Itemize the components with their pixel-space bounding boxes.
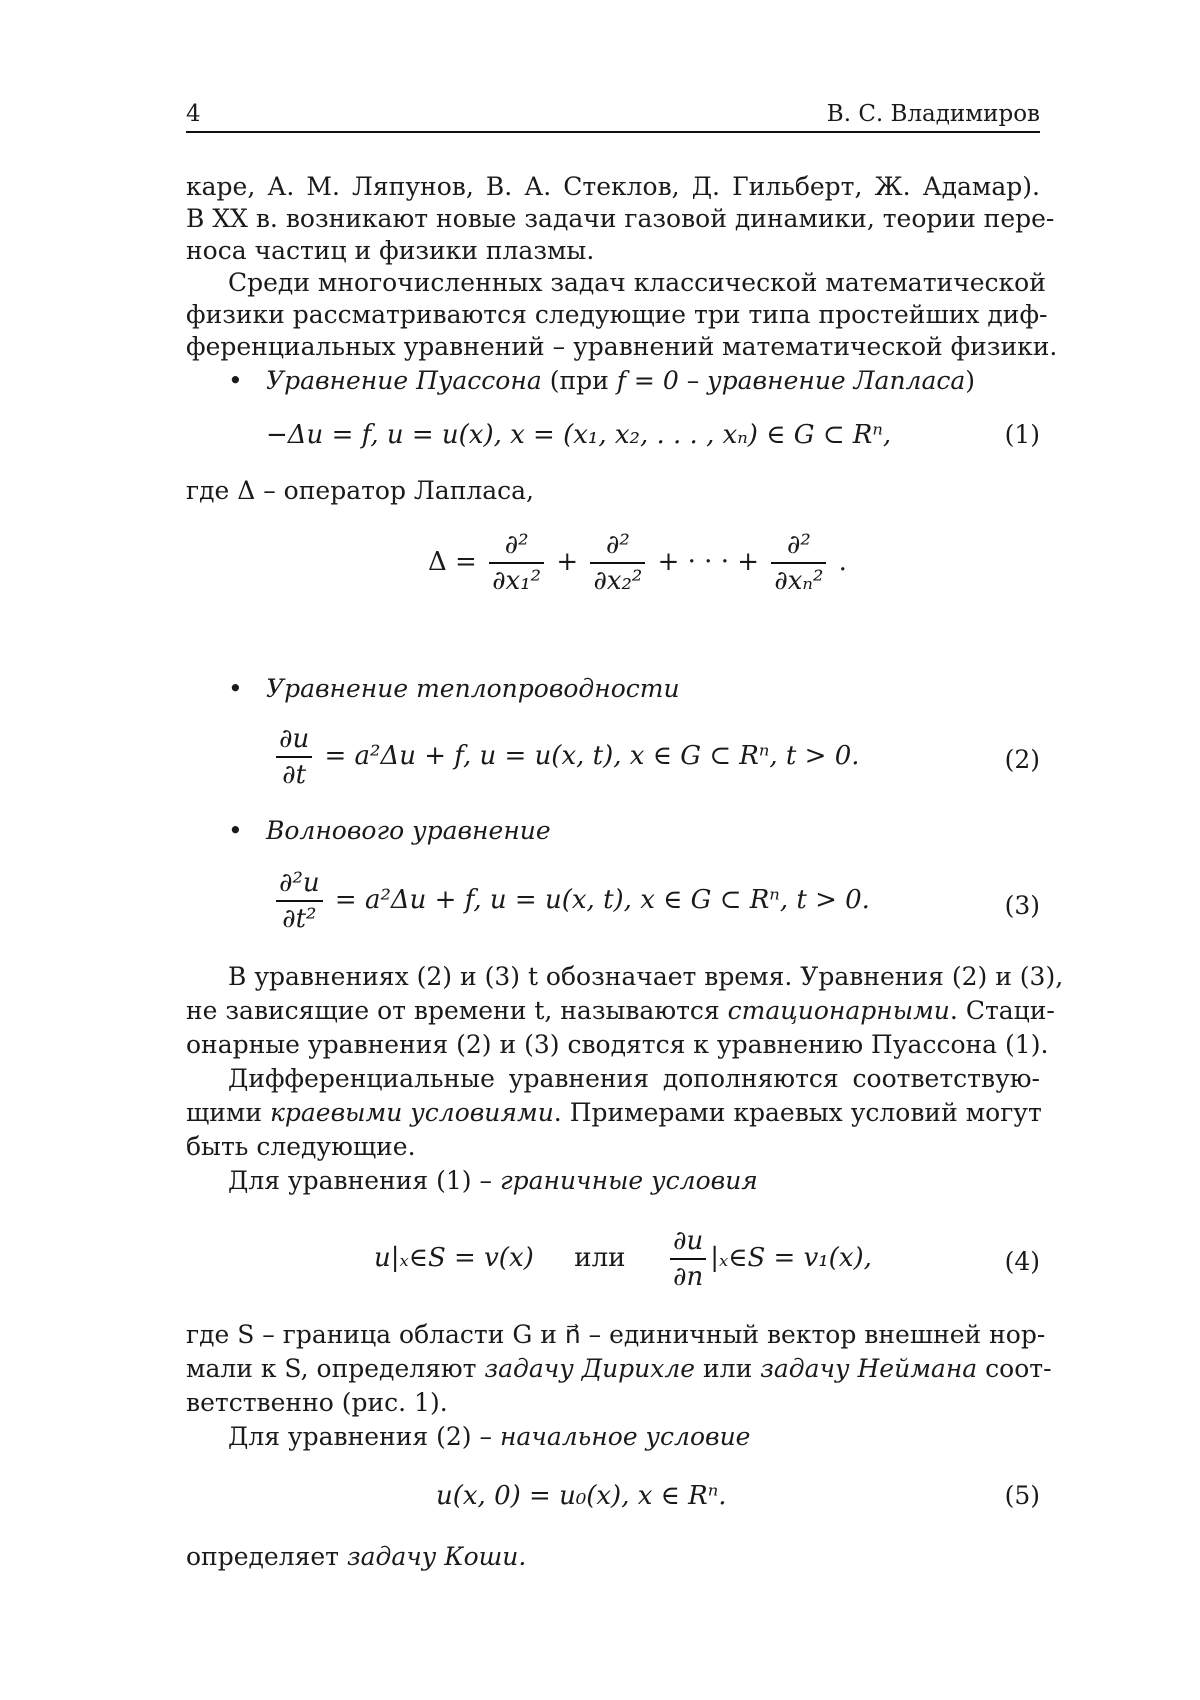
text-line: Среди многочисленных задач классической математической (228, 268, 1046, 297)
text-line: В уравнениях (2) и (3) t обозначает время. Уравнения (2) и (3), (228, 962, 1064, 991)
header-rule (186, 131, 1040, 133)
equation-number-4: (4) (1004, 1247, 1040, 1276)
text-line: где S – граница области G и n⃗ – единичный вектор внешней нор- (186, 1320, 1046, 1349)
bullet-item-poisson: Уравнение Пуассона (при f = 0 – уравнение Лапласа) (266, 366, 976, 395)
term-laplace: уравнение Лапласа (707, 366, 966, 395)
fraction: $\frac{\text{∂²}}{\text{∂x₂²}}$ (590, 528, 645, 598)
equation-number-1: (1) (1004, 420, 1040, 449)
equation-number-5: (5) (1004, 1481, 1040, 1510)
text-line: ференциальных уравнений – уравнений математической физики. (186, 332, 1058, 361)
laplace-operator-formula: Δ = $\frac{\text{∂²}}{\text{∂x₁²}}$ + $\frac{\text{∂²}}{\text{∂x₂²}}$ + · · · + $\frac{\text{∂²}}{\text{∂xₙ²}}$ . (428, 530, 847, 596)
fraction: $\frac{\partial u}{\partial t}$ (276, 722, 312, 792)
text-line: быть следующие. (186, 1132, 416, 1161)
term-boundary: граничные условия (499, 1166, 758, 1195)
bullet-item-heat: Уравнение теплопроводности (266, 674, 680, 703)
fraction: $\frac{\text{∂²}}{\text{∂xₙ²}}$ (771, 528, 826, 598)
term-initial-condition: начальное условие (499, 1422, 751, 1451)
bullet-marker: • (228, 366, 243, 395)
term-cauchy: задачу Коши. (346, 1542, 527, 1571)
text-line: определяет задачу Коши. (186, 1542, 527, 1571)
bullet-item-wave: Волнового уравнение (266, 816, 551, 845)
text-line: Для уравнения (1) – граничные условия (228, 1166, 758, 1195)
bullet-marker: • (228, 674, 243, 703)
running-header (186, 98, 1040, 130)
bullet-marker: • (228, 816, 243, 845)
text-line: ветственно (рис. 1). (186, 1388, 448, 1417)
fraction: $\frac{\text{∂²u}}{\text{∂t²}}$ (276, 866, 323, 936)
equation-1: −Δu = f, u = u(x), x = (x₁, x₂, . . . , xₙ) ∈ G ⊂ Rⁿ, (266, 420, 892, 450)
text-line: каре, А. М. Ляпунов, В. А. Стеклов, Д. Гильберт, Ж. Адамар). (186, 172, 1040, 201)
text-line: носа частиц и физики плазмы. (186, 236, 595, 265)
text-line: В XX в. возникают новые задачи газовой динамики, теории пере- (186, 204, 1055, 233)
term-dirichlet: задачу Дирихле (484, 1354, 696, 1383)
page-number: 4 (186, 101, 201, 127)
text-line: Дифференциальные уравнения дополняются соответствую- (228, 1064, 1040, 1093)
text-line: где Δ – оператор Лапласа, (186, 476, 534, 505)
text-line: физики рассматриваются следующие три типа простейших диф- (186, 300, 1048, 329)
running-header-author: В. С. Владимиров (826, 101, 1040, 127)
equation-4: u|ₓ∈S = v(x) или $\frac{\partial u}{\partial n}$ |ₓ∈S = v₁(x), (374, 1226, 872, 1292)
equation-3: $\frac{\text{∂²u}}{\text{∂t²}}$ = a²Δu + f, u = u(x, t), x ∈ G ⊂ Rⁿ, t > 0. (272, 866, 870, 936)
equation-number-3: (3) (1004, 891, 1040, 920)
equation-5: u(x, 0) = u₀(x), x ∈ Rⁿ. (436, 1481, 727, 1511)
text-line: не зависящие от времени t, называются стационарными. Стаци- (186, 996, 1055, 1025)
term-stationary: стационарными (727, 996, 950, 1025)
equation-number-2: (2) (1004, 745, 1040, 774)
term-neumann: задачу Неймана (760, 1354, 978, 1383)
fraction: $\frac{\text{∂²}}{\text{∂x₁²}}$ (489, 528, 544, 598)
text-line: мали к S, определяют задачу Дирихле или задачу Неймана соот- (186, 1354, 1052, 1383)
text-line: онарные уравнения (2) и (3) сводятся к уравнению Пуассона (1). (186, 1030, 1049, 1059)
fraction: $\frac{\partial u}{\partial n}$ (670, 1224, 706, 1294)
term-poisson: Уравнение Пуассона (266, 366, 542, 395)
text-line: Для уравнения (2) – начальное условие (228, 1422, 751, 1451)
text-line: щими краевыми условиями. Примерами краевых условий могут (186, 1098, 1042, 1127)
equation-2: $\frac{\partial u}{\partial t}$ = a²Δu + f, u = u(x, t), x ∈ G ⊂ Rⁿ, t > 0. (272, 722, 860, 792)
term-boundary-conditions: краевыми условиями (269, 1098, 554, 1127)
